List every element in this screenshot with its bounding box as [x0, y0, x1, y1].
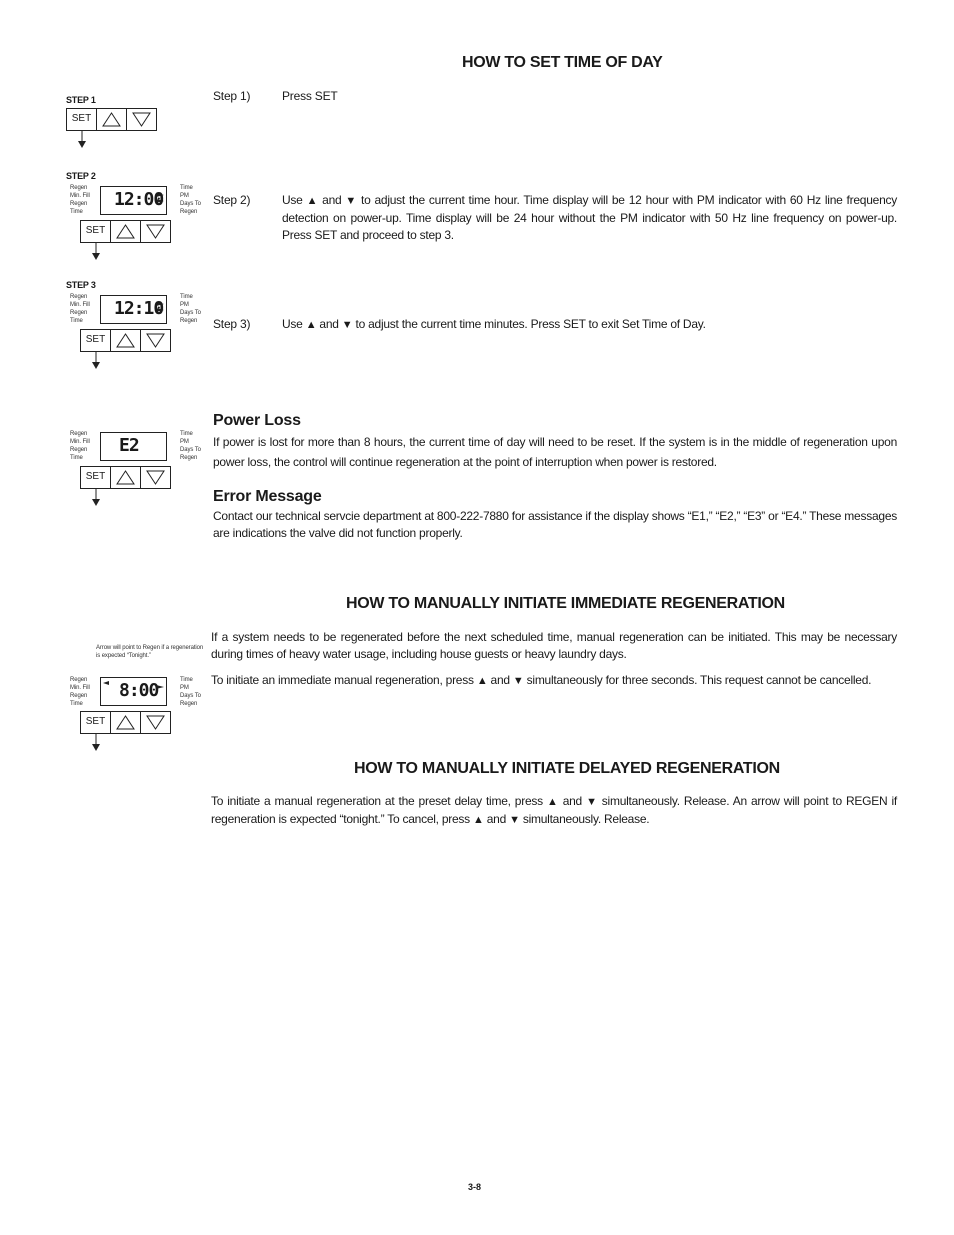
immediate-figure-note: Arrow will point to Regen if a regeneration is expected “Tonight.”	[96, 645, 204, 659]
error-message-text: Contact our technical servcie department at 800-222-7880 for assistance if the display shows “E1,” “E2,” “E3” or “E4.” These messages are indications the valve did not function properly.	[213, 509, 897, 540]
step2-text: Use ▲ and ▼ to adjust the current time hour. Time display will be 12 hour with PM indicator with 60 Hz line frequency detection on power-up. Time display will be 24 hour without the PM indicator with 50 Hz line frequency on power-up. Press SET and proceed to step 3.	[282, 193, 897, 242]
step3-text: Use ▲ and ▼ to adjust the current time minutes. Press SET to exit Set Time of Day.	[282, 317, 706, 331]
step2-number: Step 2)	[213, 193, 251, 207]
step3-display-value: 12:10	[114, 298, 164, 319]
step2-left-labels: Regen Min. Fill Regen Time	[70, 185, 90, 215]
up-arrow-icon: ▲	[305, 319, 317, 331]
step3-set-key-label: SET	[85, 334, 106, 345]
step1-number: Step 1)	[213, 89, 251, 103]
up-arrow-icon: ▲	[546, 796, 559, 808]
delayed-text: To initiate a manual regeneration at the preset delay time, press ▲ and ▼ simultaneously. Release. An arrow will point to REGEN if regeneration is expected “tonight.” To cancel, press ▲ and ▼ simultaneously. Release.	[211, 794, 897, 826]
step3-right-labels: Time PM Days To Regen	[180, 294, 201, 324]
power-loss-left-labels: Regen Min. Fill Regen Time	[70, 431, 90, 461]
down-arrow-icon: ▼	[512, 675, 524, 687]
power-loss-display-value: E2	[119, 435, 139, 456]
down-arrow-icon: ▼	[341, 319, 353, 331]
immediate-para-2: To initiate an immediate manual regeneration, press ▲ and ▼ simultaneously for three seconds. This request cannot be cancelled.	[211, 673, 872, 687]
up-arrow-icon: ▲	[473, 814, 484, 826]
power-loss-text: If power is lost for more than 8 hours, the current time of day will need to be reset. If the system is in the middle of regeneration upon power loss, the control will continue regeneration at the point of interruption when power is restored.	[213, 435, 897, 469]
immediate-right-labels: Time PM Days To Regen	[180, 677, 201, 707]
section-title-set-time: HOW TO SET TIME OF DAY	[462, 54, 663, 71]
immediate-display-value: 8:00	[119, 680, 159, 701]
power-loss-title: Power Loss	[213, 412, 301, 429]
immediate-left-labels: Regen Min. Fill Regen Time	[70, 677, 90, 707]
step1-set-key-label: SET	[71, 113, 92, 124]
up-arrow-icon: ▲	[476, 675, 488, 687]
step2-figure-label: STEP 2	[66, 171, 96, 181]
power-loss-right-labels: Time PM Days To Regen	[180, 431, 201, 461]
step2-set-key-label: SET	[85, 225, 106, 236]
step1-figure-label: STEP 1	[66, 95, 96, 105]
down-arrow-icon: ▼	[345, 195, 357, 207]
step2-display-value: 12:00	[114, 189, 164, 210]
step1-text: Press SET	[282, 89, 338, 103]
page-number: 3-8	[468, 1182, 482, 1192]
immediate-set-key-label: SET	[85, 716, 106, 727]
up-arrow-icon: ▲	[306, 195, 319, 207]
step3-figure-label: STEP 3	[66, 280, 96, 290]
power-loss-set-key-label: SET	[85, 471, 106, 482]
immediate-para-1: If a system needs to be regenerated before the next scheduled time, manual regeneration can be initiated. This may be necessary during times of heavy water usage, including house guests or heavy laundry days.	[211, 630, 897, 661]
section-title-immediate-regen: HOW TO MANUALLY INITIATE IMMEDIATE REGENERATION	[346, 595, 785, 612]
down-arrow-icon: ▼	[509, 814, 520, 826]
error-message-title: Error Message	[213, 488, 322, 505]
down-arrow-icon: ▼	[586, 796, 598, 808]
step3-number: Step 3)	[213, 317, 251, 331]
section-title-delayed-regen: HOW TO MANUALLY INITIATE DELAYED REGENERATION	[354, 760, 780, 777]
step2-right-labels: Time PM Days To Regen	[180, 185, 201, 215]
step3-left-labels: Regen Min. Fill Regen Time	[70, 294, 90, 324]
